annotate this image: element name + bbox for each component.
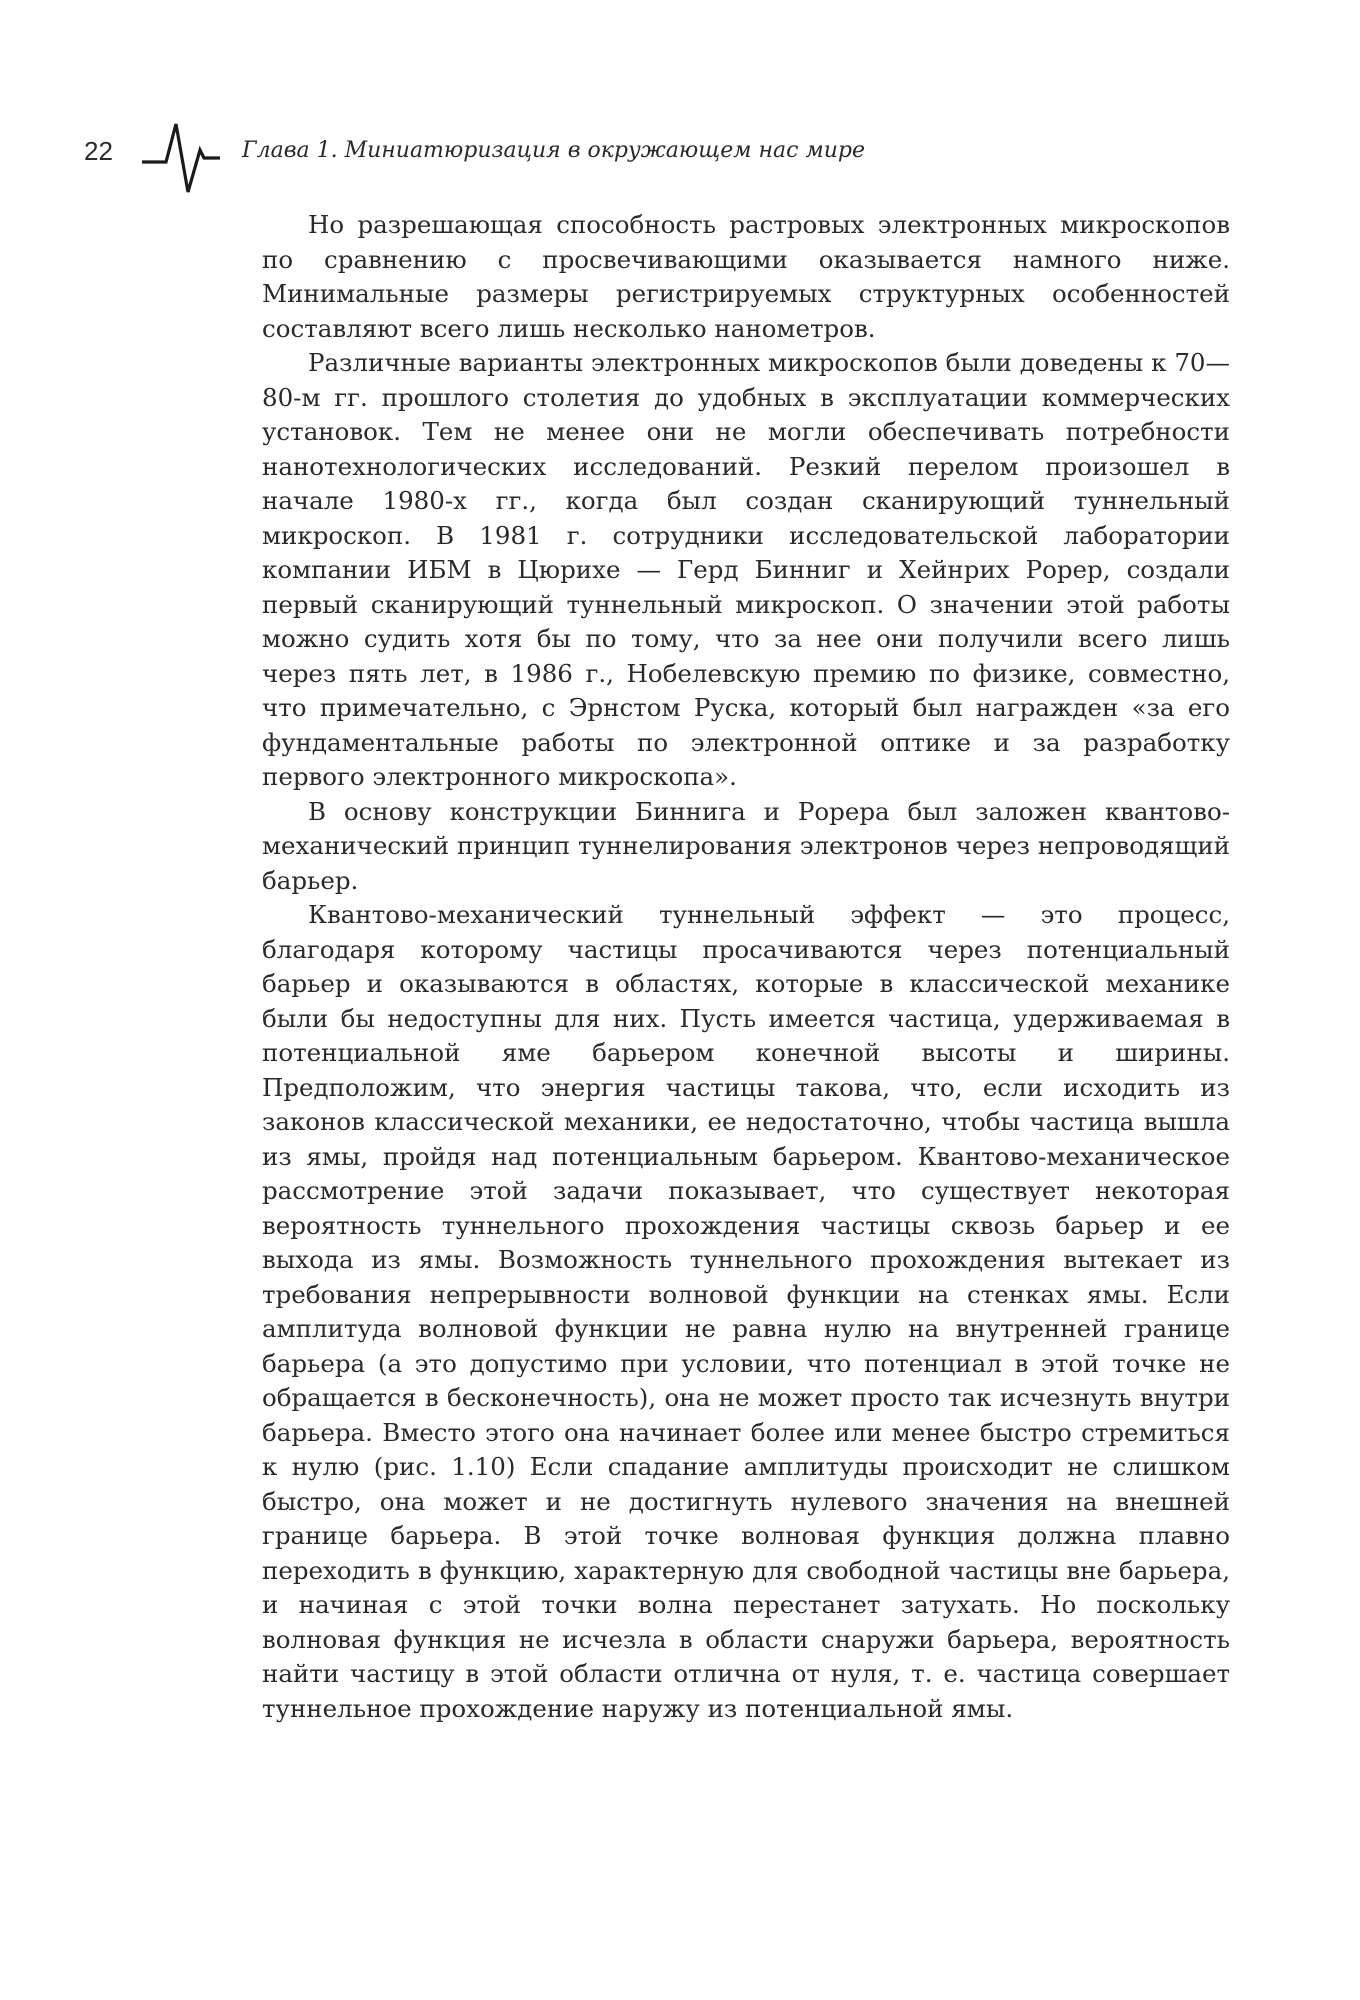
paragraph: Но разрешающая способность растровых электронных микроскопов по сравнению с просвечивающими оказывается намного ниже. Минимальные размеры регистрируемых структурных особенностей составляют всего лишь несколько нанометров.: [262, 210, 1230, 343]
page-number: 22: [84, 136, 113, 166]
paragraph: Различные варианты электронных микроскопов были доведены к 70—80-м гг. прошлого столетия до удобных в эксплуатации коммерческих установок. Тем не менее они не могли обеспечивать потребности нанотехнологических исследований. Резкий перелом произошел в начале 1980-х гг., когда был создан сканирующий туннельный микроскоп. В 1981 г. сотрудники исследовательской лаборатории компании ИБМ в Цюрихе — Герд Бинниг и Хейнрих Рорер, создали первый сканирующий туннельный микроскоп. О значении этой работы можно судить хотя бы по тому, что за нее они получили всего лишь через пять лет, в 1986 г., Нобелевскую премию по физике, совместно, что примечательно, с Эрнстом Руска, который был награжден «за его фундаментальные работы по электронной оптике и за разработку первого электронного микроскопа».: [262, 348, 1230, 791]
paragraph: Квантово-механический туннельный эффект — это процесс, благодаря которому частицы просачиваются через потенциальный барьер и оказываются в областях, которые в классической механике были бы недоступны для них. Пусть имеется частица, удерживаемая в потенциальной яме барьером конечной высоты и ширины. Предположим, что энергия частицы такова, что, если исходить из законов классической механики, ее недостаточно, чтобы частица вышла из ямы, пройдя над потенциальным барьером. Квантово-механическое рассмотрение этой задачи показывает, что существует некоторая вероятность туннельного прохождения частицы сквозь барьер и ее выхода из ямы. Возможность туннельного прохождения вытекает из требования непрерывности волновой функции на стенках ямы. Если амплитуда волновой функции не равна нулю на внутренней границе барьера (а это допустимо при условии, что потенциал в этой точке не обращается в бесконечность), она не может просто так исчезнуть внутри барьера. Вместо этого она начинает более или менее быстро стремиться к нулю (рис. 1.10) Если спадание амплитуды происходит не слишком быстро, она может и не достигнуть нулевого значения на внешней границе барьера. В этой точке волновая функция должна плавно переходить в функцию, характерную для свободной частицы вне барьера, и начиная с этой точки волна перестанет затухать. Но поскольку волновая функция не исчезла в области снаружи барьера, вероятность найти частицу в этой области отлична от нуля, т. е. частица совершает туннельное прохождение наружу из потенциальной ямы.: [262, 900, 1230, 1723]
body-text: [262, 208, 1230, 1726]
paragraph: В основу конструкции Биннига и Рорера был заложен квантово-механический принцип туннелирования электронов через непроводящий барьер.: [262, 796, 1230, 895]
running-header: [84, 118, 1234, 198]
chapter-title: Глава 1. Миниатюризация в окружающем нас мире: [242, 138, 865, 163]
heartbeat-pulse-icon: [140, 118, 220, 198]
